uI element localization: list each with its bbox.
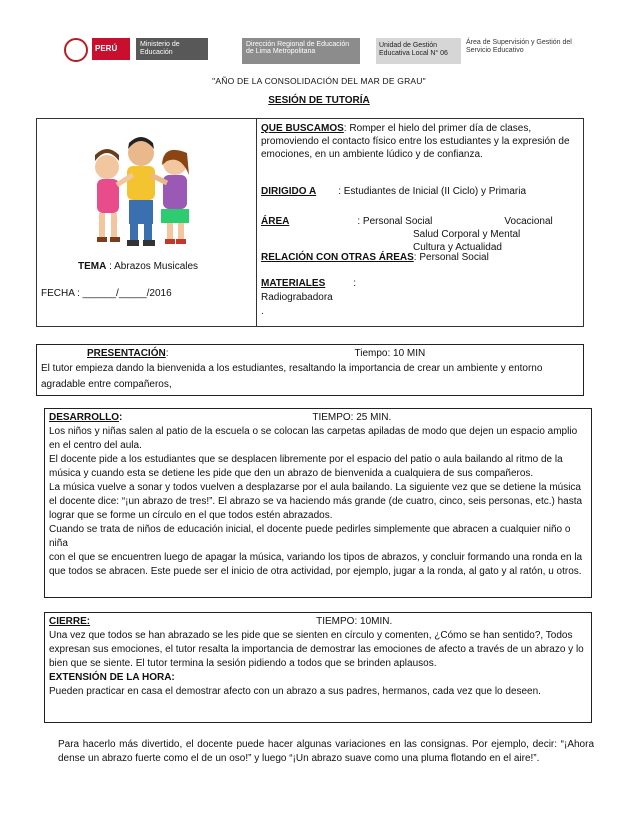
desarrollo-label: DESARROLLO [49,412,119,423]
cierre-text: Una vez que todos se han abrazado se les pide que se sienten en círculo y comenten, ¿Cómo se han sentido?, Todos expresan sus emociones, el tutor resalta la importancia de demostrar las emociones de afecto a través de un abrazo y lo bien que se siente. El tutor termina la sesión pidiendo a todos que se brinden aplausos. [49,630,584,669]
desarrollo-box [44,408,592,598]
presentacion-colon: : [165,348,169,359]
desarrollo-time: TIEMPO: 25 MIN. [312,412,392,423]
dirigido-a [261,185,579,198]
dirigido-label: DIRIGIDO A [261,186,317,197]
children-hugging-illustration [83,125,201,251]
que-buscamos-label: QUE BUSCAMOS [261,123,344,134]
column-divider [256,119,257,326]
materiales-colon: : [353,278,357,289]
tema-line [78,261,198,272]
desarrollo-p4: Cuando se trata de niños de educación inicial, el docente puede pedirles simplemente que abracen a cualquier niño o niña [49,524,571,549]
year-motto: "AÑO DE LA CONSOLIDACIÓN DEL MAR DE GRAU" [212,76,426,86]
materiales-label: MATERIALES [261,278,326,289]
relacion-text: : Personal Social [413,252,489,263]
area-label: ÁREA [261,216,290,227]
cierre-time: TIEMPO: 10MIN. [316,616,393,627]
que-buscamos [261,122,579,161]
fecha-line: FECHA : ______/_____/2016 [41,288,172,299]
desarrollo-p3: La música vuelve a sonar y todos vuelven a desplazarse por el aula bailando. La siguiente vez que se detiene la música el docente dice: “¡un abrazo de tres!”. El abrazo se va haciendo más grande (de cuatro, cinco, seis personas, etc.) hasta lograr que se forme un círculo en el que todos estén abrazados. [49,482,583,521]
desarrollo-p1: Los niños y niñas salen al patio de la escuela o se colocan las carpetas apiladas de modo que dejen un espacio amplio en el centro del aula. [49,426,578,451]
peru-seal-icon [64,38,88,62]
cierre-box [44,612,592,723]
area-extra: Vocacional [504,216,553,227]
area-supervision-label: Área de Supervisión y Gestión del Servicio Educativo [466,39,572,54]
area-text: : Personal Social [357,216,433,227]
materiales [261,277,579,290]
header-banner [58,33,588,67]
materiales-item: Radiograbadora [261,292,333,303]
tema-value: : Abrazos Musicales [106,261,199,272]
presentacion-text: El tutor empieza dando la bienvenida a los estudiantes, resaltando la importancia de crear un ambiente y entorno agradable entre compañeros, [41,363,543,390]
desarrollo-colon: : [119,412,123,423]
tema-label: TEMA [78,261,107,272]
desarrollo-p2: El docente pide a los estudiantes que se desplacen libremente por el espacio del patio o aula bailando al ritmo de la música y cuando esta se detiene les pide que den un abrazo de bienvenida a cualquiera de sus compañeros. [49,454,563,479]
ugel-label: Unidad de Gestión Educativa Local N° 06 [376,38,461,64]
area [261,215,579,228]
cierre-label: CIERRE: [49,616,91,627]
materiales-dot: . [261,306,264,317]
dirigido-text: : Estudiantes de Inicial (II Ciclo) y Primaria [338,186,527,197]
desarrollo-p5: con el que se encuentren luego de apagar la música, variando los tipos de abrazos, y concluir formando una ronda en la que todos se abracen. Este puede ser el inicio de otra actividad, por ejemplo, jugar a la ronda, al gato y al ratón, u otros. [49,552,583,577]
presentacion-label: PRESENTACIÓN [87,348,166,359]
extension-label: EXTENSIÓN DE LA HORA: [49,672,175,683]
area-line3: Cultura y Actualidad [413,242,502,253]
que-buscamos-text: : Romper el hielo del primer día de clases, promoviendo el contacto físico entre los estudiantes y la expresión de emociones, en un ambiente lúdico y de confianza. [261,123,570,160]
area-line2: Salud Corporal y Mental [413,229,521,240]
peru-label: PERÚ [92,38,130,60]
desarrollo-header [49,411,587,425]
relacion-label: RELACIÓN CON OTRAS ÁREAS [261,252,414,263]
relacion-areas [261,251,579,264]
presentacion-box [36,344,584,396]
presentacion-header [41,347,579,361]
ministerio-label: Ministerio de Educación [136,38,208,60]
page-title: SESIÓN DE TUTORÍA [268,95,370,106]
final-paragraph: Para hacerlo más divertido, el docente puede hacer algunas variaciones en las consignas. Por ejemplo, decir: “¡Ahora dense un abrazo fuerte como el de un oso!” y luego “¡Un abrazo suave como una pluma flotando en el aire!”. [58,739,594,764]
direccion-regional-label: Dirección Regional de Educación de Lima Metropolitana [242,38,360,64]
presentacion-time: Tiempo: 10 MIN [354,348,426,359]
session-info-table [36,118,584,327]
extension-text: Pueden practicar en casa el demostrar afecto con un abrazo a sus padres, hermanos, cada vez que lo deseen. [49,686,541,697]
cierre-header [49,615,587,629]
